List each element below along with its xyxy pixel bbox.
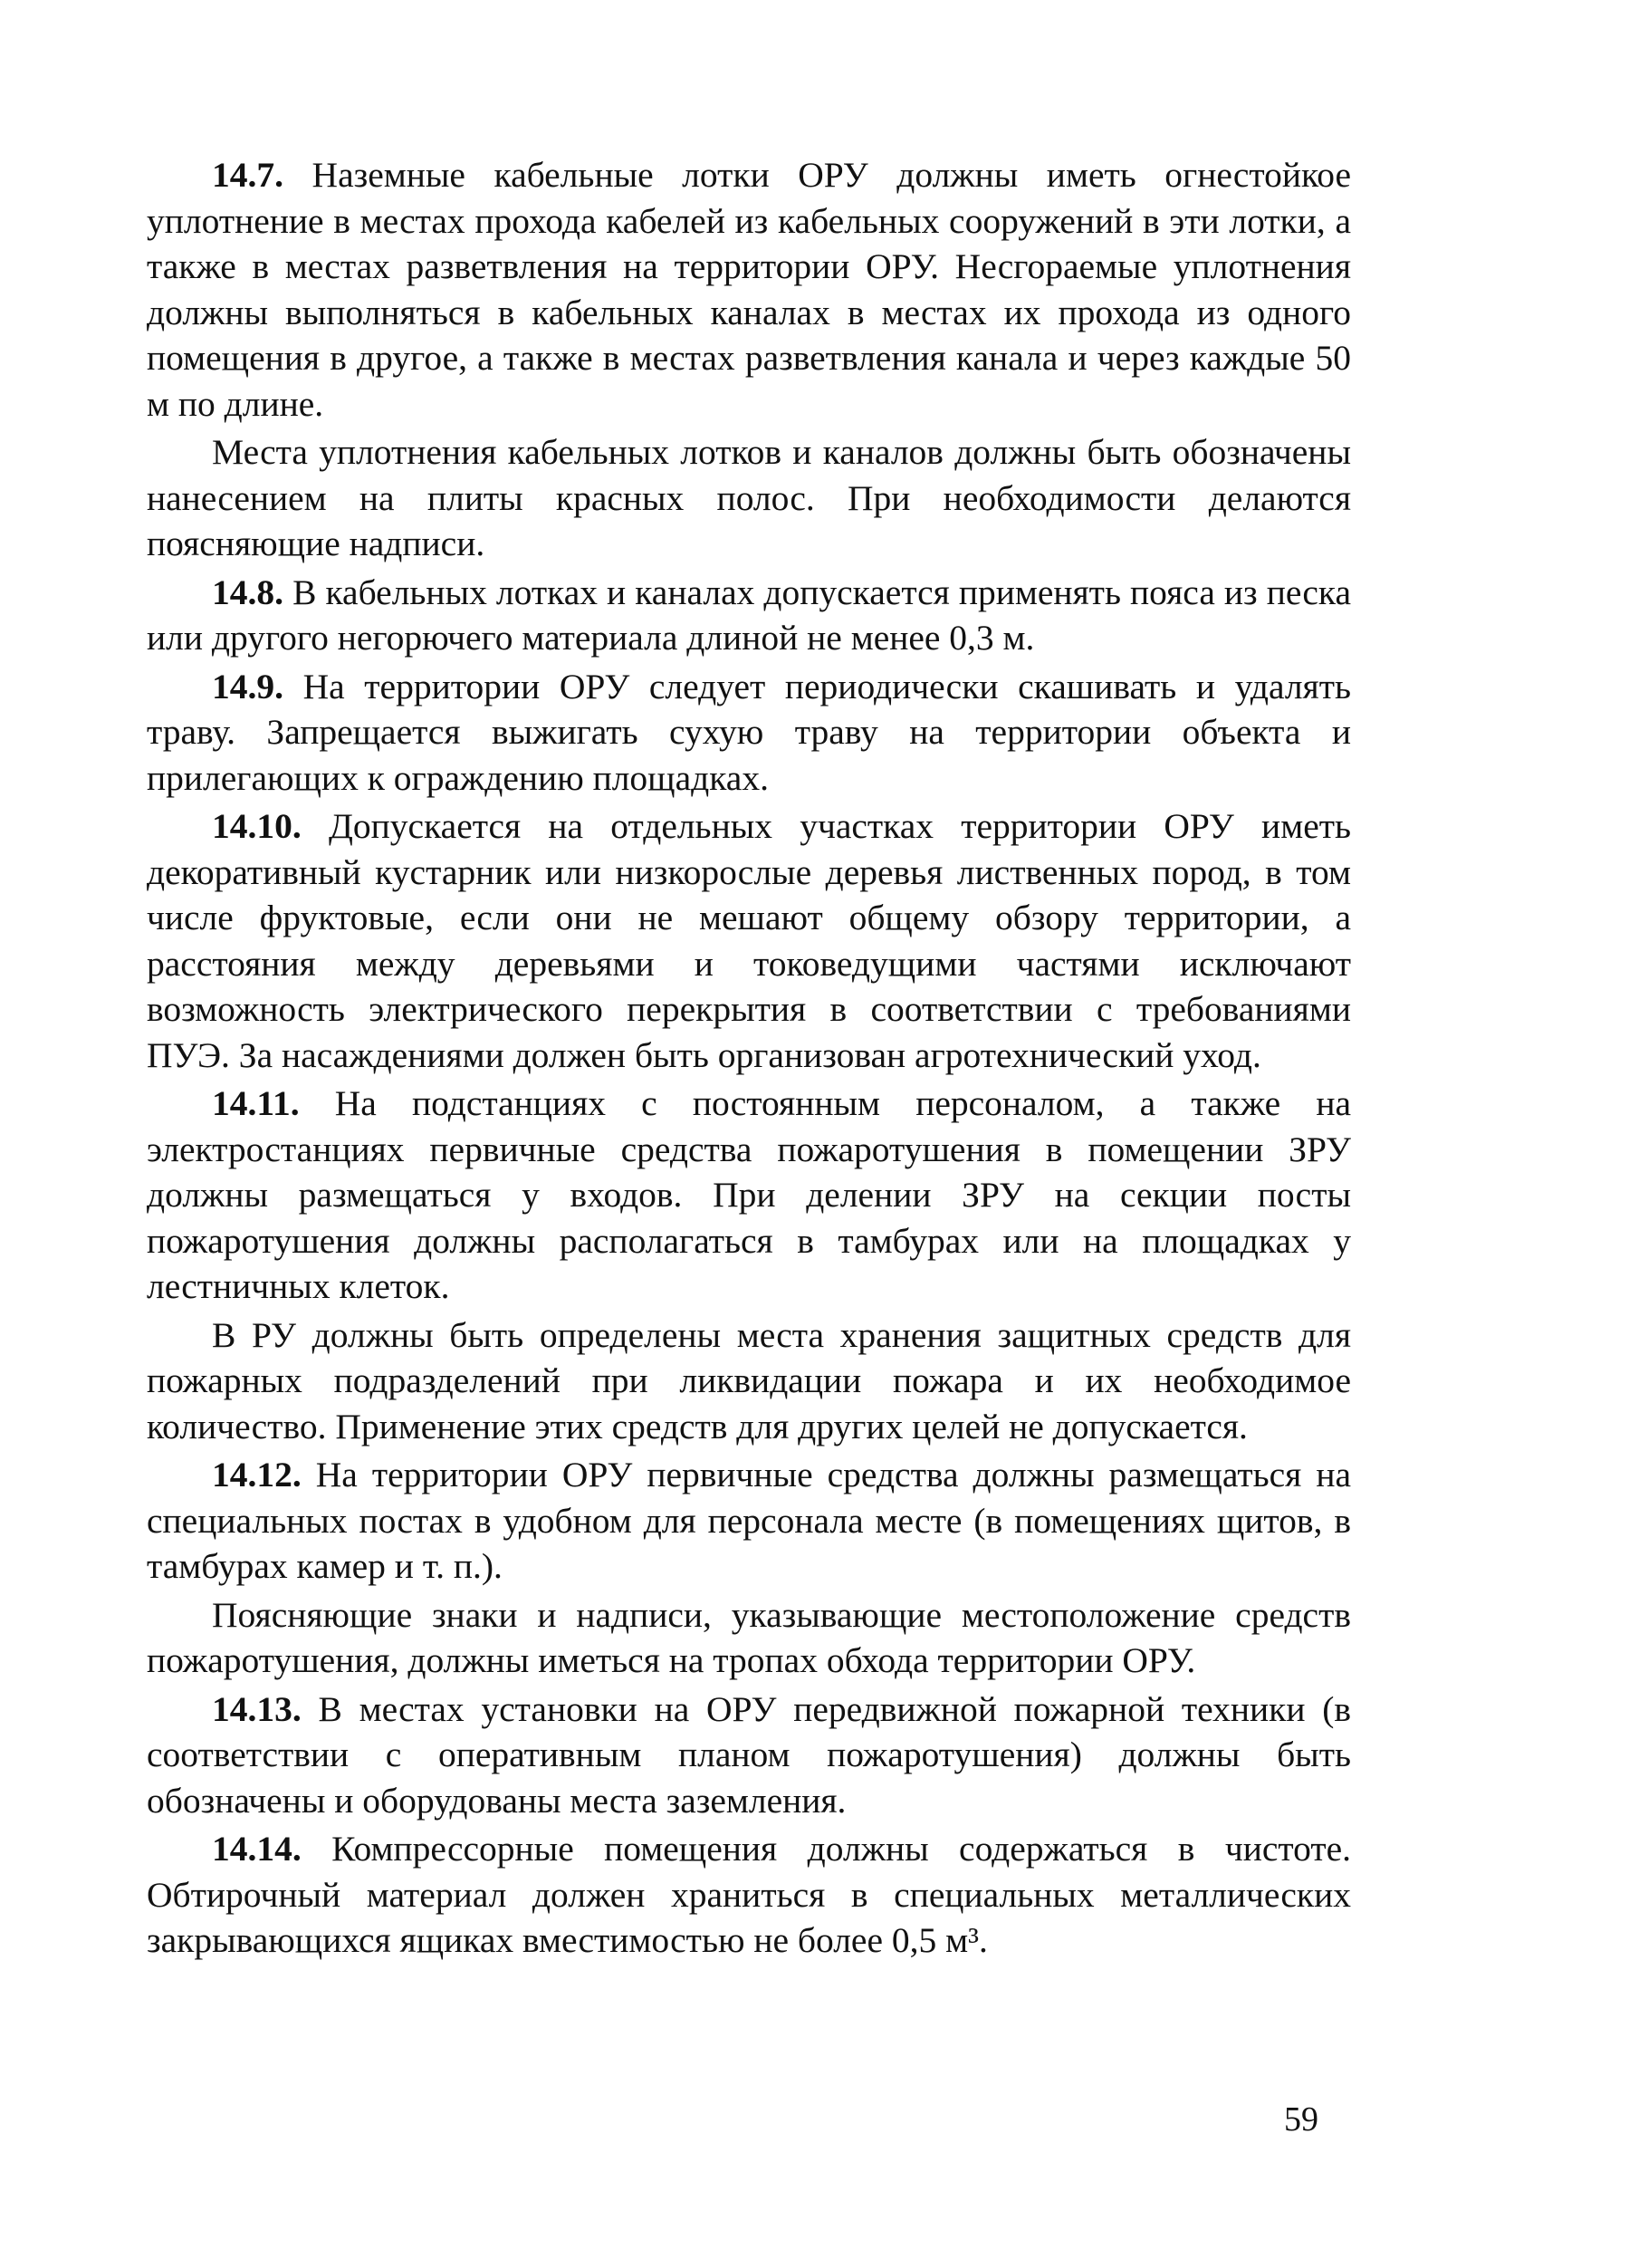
paragraph-number: 14.11. [212, 1083, 300, 1123]
paragraph-text: Поясняющие знаки и надписи, указывающие местоположение средств пожаротушения, должны иметься на тропах обхода территории ОРУ. [147, 1594, 1351, 1680]
page-number: 59 [1284, 2100, 1318, 2138]
paragraph-text: На подстанциях с постоянным персоналом, а также на электростанциях первичные средства пожаротушения в помещении ЗРУ должны размещаться у входов. При делении ЗРУ на секции посты пожаротушения должны располагаться в тамбурах или на площадках у лестничных клеток. [147, 1083, 1352, 1306]
paragraph-text: Компрессорные помещения должны содержаться в чистоте. Обтирочный материал должен храниться в специальных металлических закрывающихся ящиках вместимостью не более 0,5 м³. [147, 1829, 1351, 1960]
paragraph-14-10 [147, 803, 1351, 1078]
paragraph-text: В РУ должны быть определены места хранения защитных средств для пожарных подразделений при ликвидации пожара и их необходимое количество. Применение этих средств для других целей не допускается. [147, 1314, 1351, 1446]
paragraph-14-9 [147, 664, 1351, 802]
paragraph-14-14 [147, 1826, 1351, 1964]
paragraph-14-11-continued [147, 1312, 1351, 1450]
paragraph-text: Места уплотнения кабельных лотков и каналов должны быть обозначены нанесением на плиты красных полос. При необходимости делаются поясняющие надписи. [147, 432, 1351, 563]
paragraph-number: 14.12. [212, 1455, 302, 1494]
paragraph-14-13 [147, 1687, 1351, 1824]
paragraph-text: В кабельных лотках и каналах допускается применять пояса из песка или другого негорючего материала длиной не менее 0,3 м. [147, 572, 1352, 658]
paragraph-number: 14.8. [212, 572, 283, 612]
paragraph-number: 14.14. [212, 1829, 302, 1869]
paragraph-text: На территории ОРУ первичные средства должны размещаться на специальных постах в удобном для персонала месте (в помещениях щитов, в тамбурах камер и т. п.). [147, 1455, 1351, 1586]
paragraph-14-12-continued [147, 1592, 1351, 1684]
document-body [147, 152, 1351, 1964]
paragraph-text: Допускается на отдельных участках территории ОРУ иметь декоративный кустарник или низкорослые деревья лиственных пород, в том числе фруктовые, если они не мешают общему обзору территории, а расстояния между деревьями и токоведущими частями исключают возможность электрического перекрытия в соответствии с требованиями ПУЭ. За насаждениями должен быть организован агротехнический уход. [147, 806, 1351, 1075]
paragraph-number: 14.7. [212, 155, 283, 195]
paragraph-14-7 [147, 152, 1351, 427]
paragraph-text: В местах установки на ОРУ передвижной пожарной техники (в соответствии с оперативным планом пожаротушения) должны быть обозначены и оборудованы места заземления. [147, 1688, 1351, 1821]
paragraph-14-8 [147, 570, 1351, 661]
paragraph-number: 14.13. [212, 1688, 302, 1729]
paragraph-text: Наземные кабельные лотки ОРУ должны иметь огнестойкое уплотнение в местах прохода кабелей из кабельных сооружений в эти лотки, а также в местах разветвления на территории ОРУ. Несгораемые уплотнения должны выполняться в кабельных каналах в местах их прохода из одного помещения в другое, а также в местах разветвления канала и через каждые 50 м по длине. [147, 155, 1352, 424]
paragraph-14-7-continued [147, 429, 1351, 567]
paragraph-text: На территории ОРУ следует периодически скашивать и удалять траву. Запрещается выжигать сухую траву на территории объекта и прилегающих к ограждению площадках. [147, 666, 1352, 798]
paragraph-number: 14.9. [212, 666, 283, 706]
paragraph-number: 14.10. [212, 806, 302, 846]
paragraph-14-12 [147, 1452, 1351, 1590]
paragraph-14-11 [147, 1081, 1351, 1310]
